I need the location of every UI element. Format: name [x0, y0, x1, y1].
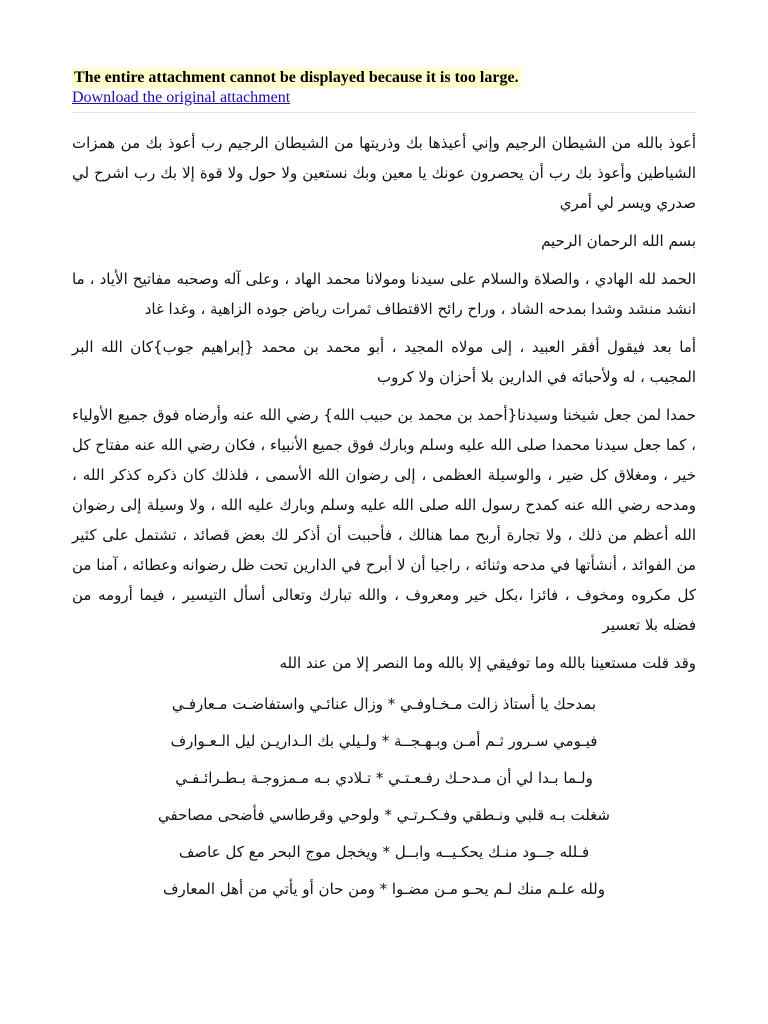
poem-intro: وقد قلت مستعينا بالله وما توفيقي إلا بالله وما النصر إلا من عند الله [279, 654, 696, 672]
notice-divider [72, 112, 696, 113]
poem-verse: فـلله جــود منـك يحكـيــه وابــل * ويخجل موج البحر مع كل عاصف [178, 843, 590, 861]
poem-verse: فيـومي سـرور ثـم أمـن وبـهـجــة * ولـيلي بك الـداريـن ليل الـعـوارف [170, 732, 598, 750]
download-original-link[interactable]: Download the original attachment [72, 89, 291, 106]
opening-supplication: أعوذ بالله من الشيطان الرجيم وإني أعيذها بك وذريتها من الشيطان الرجيم رب أعوذ بك من همزات الشياطين وأعوذ بك رب أن يحصرون عونك يا معين وبك نستعين ولا حول ولا قوة إلا بك رب اشرح لي صدري ويسر لي أمري [72, 134, 696, 212]
poem-verse: ولـما بـدا لي أن مـدحـك رفـعـتـي * تـلادي بـه مـمزوجـة بـطـرائـفـي [175, 769, 593, 787]
praise-paragraph: الحمد لله الهادي ، والصلاة والسلام على سيدنا ومولانا محمد الهاد ، وعلى آله وصحبه مفاتيح الأياد ، ما انشد منشد وشدا بمدحه الشاد ، وراح رائح الاقتطاف ثمرات رياض جوده الزاهية ، وغدا غاد [72, 270, 696, 318]
document-body [72, 128, 696, 908]
basmala: بسم الله الرحمان الرحيم [541, 232, 696, 250]
author-paragraph: أما بعد فيقول أفقر العبيد ، إلى مولاه المجيد ، أبو محمد بن محمد {إبراهيم جوب}كان الله البر المجيب ، له ولأحبائه في الدارين بلا أحزان ولا كروب [72, 338, 696, 386]
too-large-warning: The entire attachment cannot be displayed because it is too large. [74, 69, 519, 86]
poem-verse: شغلت بـه قلبي ونـطقي وفـكـرتـي * ولوحي وقرطاسي فأضحى مصاحفي [158, 806, 610, 824]
poem-verses [72, 686, 696, 908]
poem-verse: بمدحك يا أستاذ زالت مـخـاوفـي * وزال عنائـي واستفاضـت مـعارفـي [171, 695, 597, 713]
attachment-notice [72, 68, 696, 113]
poem-verse: ولله علـم منك لـم يحـو مـن مضـوا * ومن حان أو يأتي من أهل المعارف [162, 880, 605, 898]
intro-paragraph: حمدا لمن جعل شيخنا وسيدنا{أحمد بن محمد بن حبيب الله} رضي الله عنه وأرضاه فوق جميع الأولياء ، كما جعل سيدنا محمدا صلى الله عليه وسلم وبارك فوق جميع الأنبياء ، فكان رضي الله عنه مفتاح كل خير ، ومغلاق كل ضير ، والوسيلة العظمى ، إلى رضوان الله الأسمى ، فلذلك كان ذكره كذكر الله ، ومدحه رضي الله عنه كمدح رسول الله صلى الله عليه وسلم وبارك عليه الله ، ولا وسيلة إلى رضوان الله أعظم من ذلك ، ولا تجارة أربح مما هنالك ، فأحببت أن أذكر لك بعض قصائد ، تشتمل على كثير من الفوائد ، أنشأتها في مدحه وثنائه ، راجيا أن لا أبرح في الدارين تحت ظل رضوانه وعطائه ، آمنا من كل مكروه ومخوف ، فائزا ،بكل خير ومعروف ، والله تبارك وتعالى أسأل التيسير ، فيما أرومه من فضله بلا تعسير [72, 406, 696, 634]
